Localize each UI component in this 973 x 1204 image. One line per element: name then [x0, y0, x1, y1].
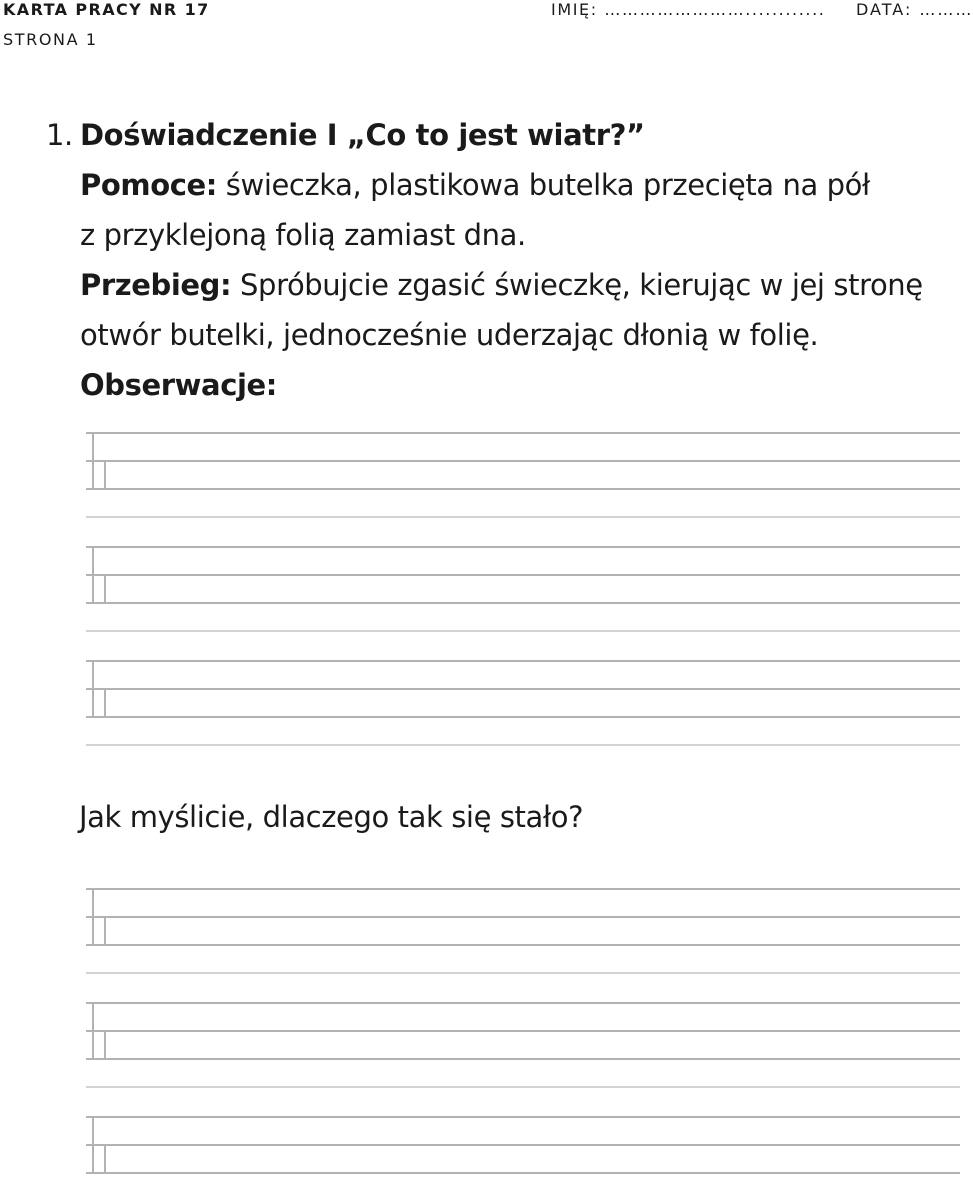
guide-line — [86, 744, 960, 746]
task-title: Doświadczenie I „Co to jest wiatr?” — [80, 118, 645, 152]
guide-line — [86, 516, 960, 518]
guide-line — [86, 1002, 960, 1004]
margin-line — [92, 546, 94, 604]
guide-line — [86, 460, 960, 462]
writing-line-band[interactable] — [86, 1116, 960, 1202]
margin-line — [104, 576, 106, 604]
guide-line — [86, 944, 960, 946]
writing-line-band[interactable] — [86, 432, 960, 518]
guide-line — [86, 1116, 960, 1118]
guide-line — [86, 602, 960, 604]
guide-line — [86, 1086, 960, 1088]
materials-line-1 — [80, 160, 950, 210]
materials-text-1: świeczka, plastikowa butelka przecięta na pół — [216, 168, 870, 202]
writing-line-band[interactable] — [86, 546, 960, 632]
task-number: 1. — [46, 118, 73, 152]
margin-line — [104, 690, 106, 718]
guide-line — [86, 488, 960, 490]
writing-line-band[interactable] — [86, 1002, 960, 1088]
margin-line — [104, 1146, 106, 1174]
guide-line — [86, 1030, 960, 1032]
guide-line — [86, 888, 960, 890]
guide-line — [86, 546, 960, 548]
name-field[interactable]: IMIĘ: ……………………............ — [551, 0, 826, 19]
worksheet-title: KARTA PRACY NR 17 — [3, 0, 210, 19]
procedure-line-2: otwór butelki, jednocześnie uderzając dłonią w folię. — [80, 318, 819, 352]
guide-line — [86, 660, 960, 662]
guide-line — [86, 1172, 960, 1174]
guide-line — [86, 916, 960, 918]
observations-label: Obserwacje: — [80, 368, 277, 402]
writing-line-band[interactable] — [86, 888, 960, 974]
guide-line — [86, 432, 960, 434]
writing-line-band[interactable] — [86, 660, 960, 746]
procedure-text-1: Spróbujcie zgasić świeczkę, kierując w jej stronę — [231, 268, 923, 302]
task-1 — [46, 110, 950, 410]
margin-line — [104, 462, 106, 490]
margin-line — [104, 1032, 106, 1060]
materials-line-2: z przyklejoną folią zamiast dna. — [80, 218, 526, 252]
margin-line — [92, 432, 94, 490]
procedure-label: Przebieg: — [80, 268, 232, 302]
date-field[interactable]: DATA: ……… — [856, 0, 973, 19]
guide-line — [86, 688, 960, 690]
procedure-line-1 — [80, 260, 950, 310]
margin-line — [92, 1002, 94, 1060]
margin-line — [92, 1116, 94, 1174]
margin-line — [92, 888, 94, 946]
guide-line — [86, 1144, 960, 1146]
guide-line — [86, 972, 960, 974]
guide-line — [86, 574, 960, 576]
page-number: STRONA 1 — [3, 30, 98, 49]
guide-line — [86, 630, 960, 632]
materials-label: Pomoce: — [80, 168, 217, 202]
guide-line — [86, 716, 960, 718]
margin-line — [104, 918, 106, 946]
margin-line — [92, 660, 94, 718]
question-text: Jak myślicie, dlaczego tak się stało? — [79, 800, 584, 834]
guide-line — [86, 1058, 960, 1060]
